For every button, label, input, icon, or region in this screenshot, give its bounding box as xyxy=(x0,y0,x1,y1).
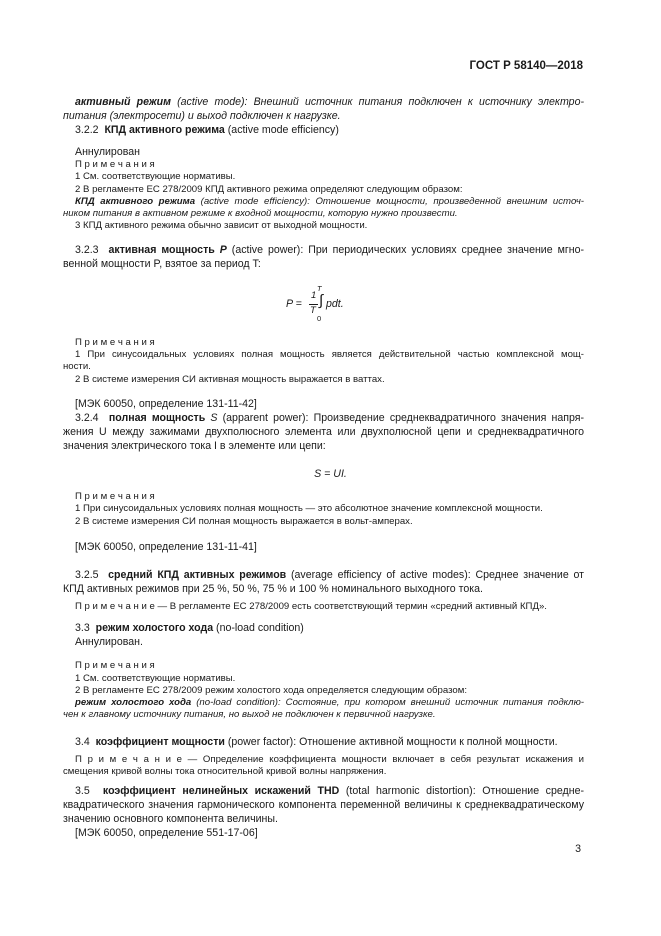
term-323 xyxy=(75,243,584,257)
term-324-line-3: значения электрического тока I в элементе или цепи: xyxy=(63,440,326,452)
term-35-line-2: квадратического значения гармонического компонента переменной величины к среднеквадратическому xyxy=(63,799,584,811)
note-33-2-def-1 xyxy=(75,697,584,710)
term-324-text: (apparent power): Произведение среднеквадратичного значения напря- xyxy=(217,412,584,424)
formula-lhs: P = xyxy=(286,298,302,310)
term-322-name: КПД активного режима xyxy=(104,124,225,136)
term-323-number: 3.2.3 xyxy=(75,244,99,256)
term-33-number: 3.3 xyxy=(75,622,90,634)
term-324-line-2: жения U между зажимами двухполюсного элемента или двухполюсной цепи и среднеквадратичного xyxy=(63,426,584,438)
note-label: П р и м е ч а н и е xyxy=(75,754,182,765)
notes-title: П р и м е ч а н и я xyxy=(75,491,155,502)
term-324-name: полная мощность xyxy=(108,412,206,424)
note-325 xyxy=(75,601,584,614)
def-321-line-1 xyxy=(75,95,584,109)
note-324-2: 2 В системе измерения СИ полная мощность выражается в вольт-амперах. xyxy=(75,516,413,527)
formula-integrand: pdt. xyxy=(326,298,344,310)
formula-lower-limit: 0 xyxy=(317,314,322,323)
note-324-1: 1 При синусоидальных условиях полная мощность — это абсолютное значение комплексной мощности. xyxy=(75,503,543,514)
note-323-1: 1 При синусоидальных условиях полная мощность является действительной частью комплексной мощ- xyxy=(75,349,584,360)
term-325-line-2: КПД активных режимов при 25 %, 50 %, 75 % и 100 % номинального выходного тока. xyxy=(63,583,483,595)
term-324 xyxy=(75,411,584,425)
reference-131-11-41: [МЭК 60050, определение 131-11-41] xyxy=(75,541,257,553)
formula-fraction-num: 1 xyxy=(311,290,317,301)
note-34 xyxy=(75,754,584,767)
term-35-text: (total harmonic distortion): Отношение средне- xyxy=(339,785,584,797)
term-325-text: (average efficiency of active modes): Среднее значение от xyxy=(286,569,585,581)
note-322-2-def-1 xyxy=(75,196,584,209)
note-label: П р и м е ч а н и е xyxy=(75,601,155,612)
term-34-text: (power factor): Отношение активной мощности к полной мощности. xyxy=(224,736,558,748)
standard-header: ГОСТ Р 58140—2018 xyxy=(469,60,583,72)
term-325-number: 3.2.5 xyxy=(75,569,99,581)
term-33-status: Аннулирован. xyxy=(75,636,143,648)
term-323-name: активная мощность xyxy=(108,244,215,256)
note-322-2-def-2: ником питания в активном режиме к входной мощности, которую нужно произвести. xyxy=(63,208,458,219)
term-323-text: (active power): При периодических условиях среднее значение мгно- xyxy=(226,244,584,256)
note-33-term: режим холостого хода xyxy=(75,697,192,708)
term-323-line-2: венной мощности P, взятое за период T: xyxy=(63,258,261,270)
term-324-number: 3.2.4 xyxy=(75,412,99,424)
term-325 xyxy=(75,568,584,582)
term-35-number: 3.5 xyxy=(75,785,90,797)
note-322-3: 3 КПД активного режима обычно зависит от выходной мощности. xyxy=(75,220,368,231)
term-33-en: (no-load condition) xyxy=(213,622,304,634)
term-34-name: коэффициент мощности xyxy=(95,736,225,748)
note-325-text: — В регламенте ЕС 278/2009 есть соответствующий термин «средний активный КПД». xyxy=(154,601,547,612)
formula-fraction-den: T xyxy=(310,305,316,316)
def-321-text: (active mode): Внешний источник питания подключен к источнику электро- xyxy=(170,96,584,108)
note-322-term: КПД активного режима xyxy=(75,196,196,207)
term-34 xyxy=(75,735,584,749)
term-active-mode: активный режим xyxy=(75,96,171,108)
term-33 xyxy=(75,621,584,635)
term-34-number: 3.4 xyxy=(75,736,90,748)
term-322 xyxy=(75,123,584,137)
note-34-text: — Определение коэффициента мощности включает в себя результат искажения и xyxy=(181,754,584,765)
term-35-line-3: значению основного компонента величины. xyxy=(63,813,278,825)
formula-upper-limit: T xyxy=(317,284,322,293)
term-35 xyxy=(75,784,584,798)
note-33-2: 2 В регламенте ЕС 278/2009 режим холостого хода определяется следующим образом: xyxy=(75,685,467,696)
term-33-name: режим холостого хода xyxy=(95,622,214,634)
note-33-1: 1 См. соответствующие нормативы. xyxy=(75,673,236,684)
note-322-1: 1 См. соответствующие нормативы. xyxy=(75,171,236,182)
formula-integral-sign: ∫ xyxy=(319,292,324,309)
note-323-2: 2 В системе измерения СИ активная мощность выражается в ваттах. xyxy=(75,374,385,385)
note-33-def-text: (no-load condition): Состояние, при котором внешний источник питания подклю- xyxy=(191,697,584,708)
note-33-2-def-2: чен к главному источнику питания, но выход не подключен к первичной нагрузке. xyxy=(63,709,436,720)
reference-551-17-06: [МЭК 60050, определение 551-17-06] xyxy=(75,827,258,839)
note-322-2: 2 В регламенте ЕС 278/2009 КПД активного режима определяют следующим образом: xyxy=(75,184,463,195)
term-322-status: Аннулирован xyxy=(75,146,140,158)
page-number: 3 xyxy=(575,843,581,855)
def-321-line-2: питания (электросети) и выход подключен к нагрузке. xyxy=(63,110,341,122)
term-322-en: (active mode efficiency) xyxy=(224,124,339,136)
term-35-name: коэффициент нелинейных искажений THD xyxy=(102,785,340,797)
term-323-symbol: P xyxy=(219,244,227,256)
reference-131-11-42: [МЭК 60050, определение 131-11-42] xyxy=(75,398,257,410)
notes-title: П р и м е ч а н и я xyxy=(75,337,155,348)
term-324-symbol: S xyxy=(210,412,218,424)
note-322-def-text: (active mode efficiency): Отношение мощности, произведенной внешним источ- xyxy=(195,196,585,207)
notes-title: П р и м е ч а н и я xyxy=(75,159,155,170)
term-322-number: 3.2.2 xyxy=(75,124,99,136)
note-34-cont: смещения кривой волны тока относительной кривой волны напряжения. xyxy=(63,766,387,777)
term-325-name: средний КПД активных режимов xyxy=(108,569,287,581)
formula-apparent-power: S = UI. xyxy=(314,468,347,480)
note-323-1-cont: ности. xyxy=(63,361,91,372)
notes-title: П р и м е ч а н и я xyxy=(75,660,155,671)
